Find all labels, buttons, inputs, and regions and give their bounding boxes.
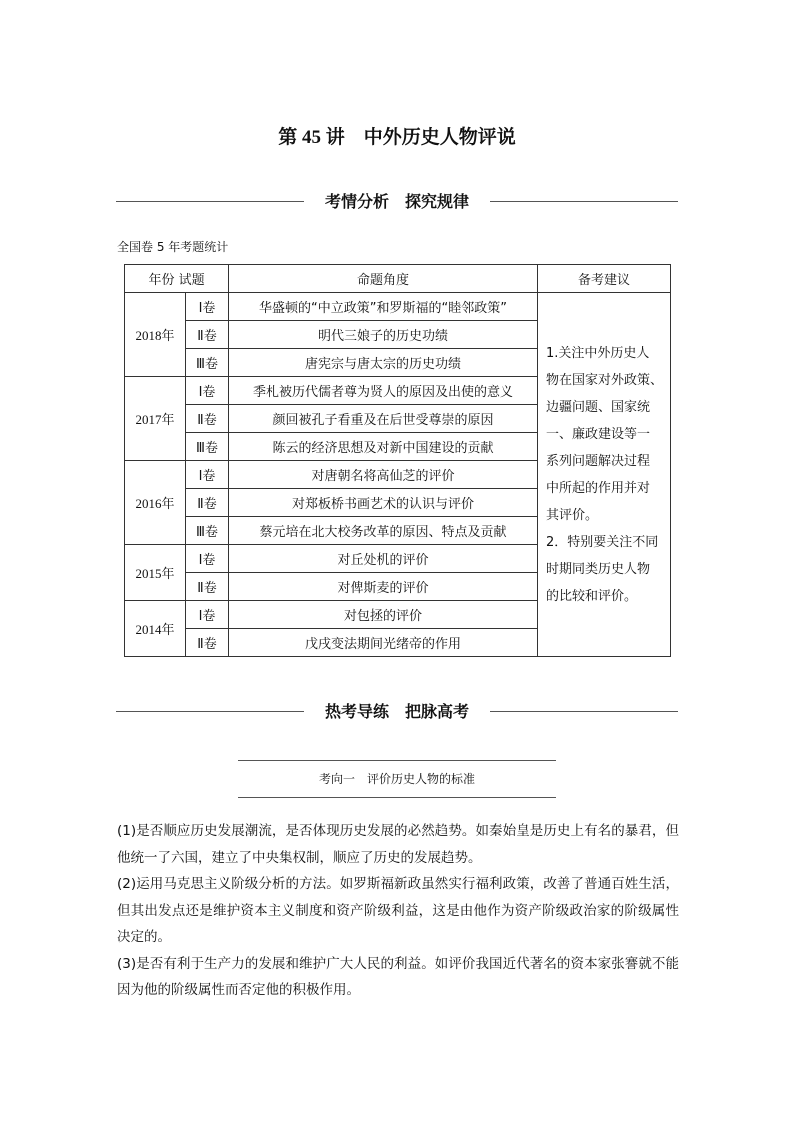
paper-cell: Ⅱ卷 — [186, 321, 229, 349]
exam-statistics-table — [124, 264, 671, 657]
topic-cell: 对郑板桥书画艺术的认识与评价 — [229, 489, 538, 517]
topic-title-box — [238, 760, 556, 798]
header-topic: 命题角度 — [229, 265, 538, 293]
topic-cell: 对包拯的评价 — [229, 601, 538, 629]
year-cell: 2018年 — [125, 293, 186, 377]
table-row — [125, 293, 671, 321]
advice-line: 边疆问题、国家统 — [546, 399, 651, 415]
divider-line — [490, 711, 678, 712]
paper-cell: Ⅲ卷 — [186, 433, 229, 461]
topic-cell: 华盛顿的“中立政策”和罗斯福的“睦邻政策” — [229, 293, 538, 321]
table-header-row — [125, 265, 671, 293]
paper-cell: Ⅱ卷 — [186, 489, 229, 517]
year-cell: 2016年 — [125, 461, 186, 545]
advice-line: 系列问题解决过程 — [546, 453, 651, 469]
topic-cell: 明代三娘子的历史功绩 — [229, 321, 538, 349]
body-text — [117, 818, 679, 1004]
paper-cell: Ⅰ卷 — [186, 293, 229, 321]
paragraph: (3)是否有利于生产力的发展和维护广大人民的利益。如评价我国近代著名的资本家张謇就不能因为他的阶级属性而否定他的积极作用。 — [117, 955, 679, 998]
topic-cell: 陈云的经济思想及对新中国建设的贡献 — [229, 433, 538, 461]
section-header-analysis — [116, 190, 678, 214]
year-cell: 2015年 — [125, 545, 186, 601]
page-title — [0, 122, 794, 149]
advice-line: 1.关注中外历史人 — [546, 345, 650, 361]
paragraph: (1)是否顺应历史发展潮流，是否体现历史发展的必然趋势。如秦始皇是历史上有名的暴君，但他统一了六国，建立了中央集权制，顺应了历史的发展趋势。 — [117, 823, 679, 866]
divider-line — [490, 201, 678, 202]
paper-cell: Ⅰ卷 — [186, 545, 229, 573]
topic-cell: 对唐朝名将高仙芝的评价 — [229, 461, 538, 489]
paper-cell: Ⅲ卷 — [186, 517, 229, 545]
advice-line: 的比较和评价。 — [546, 588, 638, 604]
paper-cell: Ⅰ卷 — [186, 601, 229, 629]
header-advice: 备考建议 — [538, 265, 671, 293]
advice-line: 2．特别要关注不同 — [546, 534, 659, 550]
topic-cell: 对俾斯麦的评价 — [229, 573, 538, 601]
section-header-practice — [116, 700, 678, 724]
topic-cell: 唐宪宗与唐太宗的历史功绩 — [229, 349, 538, 377]
topic-cell: 对丘处机的评价 — [229, 545, 538, 573]
section-header-label: 考情分析 探究规律 — [324, 192, 469, 211]
table-caption: 全国卷 5 年考题统计 — [117, 240, 229, 254]
paper-cell: Ⅱ卷 — [186, 629, 229, 657]
paper-cell: Ⅱ卷 — [186, 405, 229, 433]
lecture-title: 中外历史人物评说 — [363, 126, 516, 148]
paper-cell: Ⅰ卷 — [186, 377, 229, 405]
section-header-label: 热考导练 把脉高考 — [324, 702, 469, 721]
paper-cell: Ⅰ卷 — [186, 461, 229, 489]
lecture-number: 第 45 讲 — [278, 127, 345, 148]
advice-line: 时期同类历史人物 — [546, 561, 651, 577]
header-year-paper: 年份 试题 — [125, 265, 229, 293]
topic-cell: 蔡元培在北大校务改革的原因、特点及贡献 — [229, 517, 538, 545]
advice-line: 其评价。 — [546, 507, 599, 523]
year-cell: 2017年 — [125, 377, 186, 461]
paragraph: (2)运用马克思主义阶级分析的方法。如罗斯福新政虽然实行福利政策，改善了普通百姓生活，但其出发点还是维护资本主义制度和资产阶级利益，这是由他作为资产阶级政治家的阶级属性决定的。 — [117, 876, 679, 945]
advice-line: 中所起的作用并对 — [546, 480, 651, 496]
topic-cell: 戊戌变法期间光绪帝的作用 — [229, 629, 538, 657]
advice-line: 物在国家对外政策、 — [546, 372, 664, 388]
advice-line: 一、廉政建设等一 — [546, 426, 651, 442]
topic-cell: 颜回被孔子看重及在后世受尊崇的原因 — [229, 405, 538, 433]
paper-cell: Ⅲ卷 — [186, 349, 229, 377]
paper-cell: Ⅱ卷 — [186, 573, 229, 601]
advice-cell — [538, 293, 671, 657]
topic-cell: 季札被历代儒者尊为贤人的原因及出使的意义 — [229, 377, 538, 405]
topic-title: 考向一 评价历史人物的标准 — [318, 772, 475, 786]
year-cell: 2014年 — [125, 601, 186, 657]
